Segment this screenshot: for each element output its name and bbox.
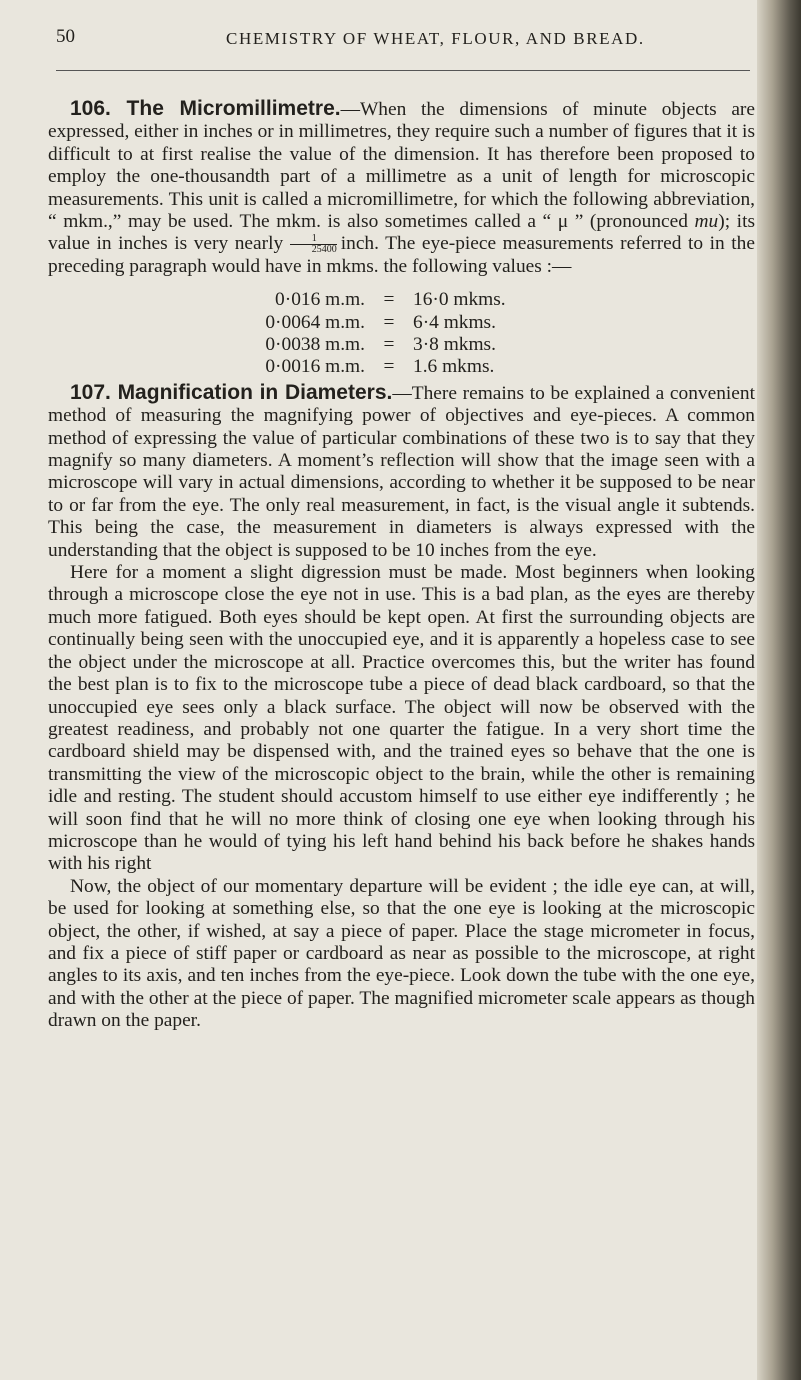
table-row	[253, 334, 593, 356]
micromillimetre-value: 6·4 mkms.	[413, 311, 496, 333]
fraction-numerator: 1	[311, 233, 317, 245]
page-header	[56, 0, 756, 64]
equals-sign: =	[383, 334, 395, 356]
header-rule	[56, 70, 750, 71]
body-text	[48, 98, 755, 1033]
table-row	[253, 289, 593, 311]
paragraph-digression: Here for a moment a slight digression must be made. Most beginners when looking through a microscope close the eye not in use. This is a bad plan, as the eyes are thereby much more fatigued. Both eyes should be kept open. At first the surrounding objects are continually being seen with the unoccupied eye, and it is apparently a hopeless case to see the object under the microscope at all. Practice overcomes this, but the writer has found the best plan is to fix to the microscope tube a piece of dead black cardboard, so that the unoccupied eye sees only a black surface. The object will now be observed with the greatest readiness, and probably not one quarter the fatigue. In a very short time the cardboard shield may be dispensed with, and the trained eyes so behave that the one is transmitting the view of the microscopic object to the brain, while the other is remaining idle and resting. The student should accustom himself to use either eye indifferently ; he will soon find that he will no more think of closing one eye when looking through his microscope than he would of tying his left hand behind his back before he shakes hands with his right	[48, 562, 755, 875]
running-head: CHEMISTRY OF WHEAT, FLOUR, AND BREAD.	[226, 29, 645, 48]
millimetre-value: 0·0064 m.m.	[265, 311, 365, 333]
paragraph-micromillimetre	[48, 98, 755, 278]
paragraph-method: Now, the object of our momentary departure will be evident ; the idle eye can, at will, be used for looking at something else, so that the one eye is looking at the microscopic object, the other, if wished, at say a piece of paper. Place the stage micrometer in focus, and fix a piece of stiff paper or cardboard as near as possible to the microscope, at right angles to its axis, and ten inches from the eye-piece. Look down the tube with the one eye, and with the other at the piece of paper. The magnified micrometer scale appears as though drawn on the paper.	[48, 875, 755, 1032]
millimetre-value: 0·0016 m.m.	[265, 356, 365, 378]
fraction-denominator: 25400	[290, 244, 337, 255]
section-heading-106: 106. The Micromillimetre.	[70, 97, 341, 120]
micromillimetre-value: 16·0 mkms.	[413, 289, 506, 311]
paragraph-magnification	[48, 382, 755, 562]
table-row	[253, 312, 593, 334]
millimetre-value: 0·0038 m.m.	[265, 334, 365, 356]
fraction	[290, 234, 337, 255]
pronunciation-mu: mu	[694, 211, 719, 233]
page-number: 50	[56, 26, 75, 47]
equals-sign: =	[383, 356, 395, 378]
paragraph-text: ); its value in inches is very nearly	[48, 211, 755, 255]
conversion-table	[253, 289, 593, 379]
equals-sign: =	[383, 289, 395, 311]
paragraph-text: inch. The eye-piece measurements referred to in the preceding paragraph would have in mkms. the following values :—	[48, 233, 755, 277]
equals-sign: =	[383, 311, 395, 333]
micromillimetre-value: 1.6 mkms.	[413, 356, 495, 378]
paragraph-text: —There remains to be explained a convenient method of measuring the magnifying power of objectives and eye-pieces. A common method of expressing the value of particular combinations of these two is to say that they magnify so many diameters. A moment’s reflection will show that the image seen with a microscope will vary in actual dimensions, according to whether it be supposed to be near to or far from the eye. The only real measurement, in fact, is the visual angle it subtends. This being the case, the measurement in diameters is always expressed with the understanding that the object is supposed to be 10 inches from the eye.	[48, 382, 755, 561]
section-heading-107: 107. Magnification in Diameters.	[70, 380, 393, 404]
paragraph-text: —When the dimensions of minute objects are expressed, either in inches or in millimetres, they require such a number of figures that it is difficult to at first realise the value of the dimension. It has therefore been proposed to employ the one-thousandth part of a millimetre as a unit of length for microscopic measurements. This unit is called a micromillimetre, for which the following abbreviation, “ mkm.,” may be used. The mkm. is also sometimes called a “ μ ” (pronounced	[48, 99, 755, 233]
micromillimetre-value: 3·8 mkms.	[413, 334, 496, 356]
table-row	[253, 356, 593, 378]
book-binding-edge	[757, 0, 801, 1380]
millimetre-value: 0·016 m.m.	[275, 289, 365, 311]
